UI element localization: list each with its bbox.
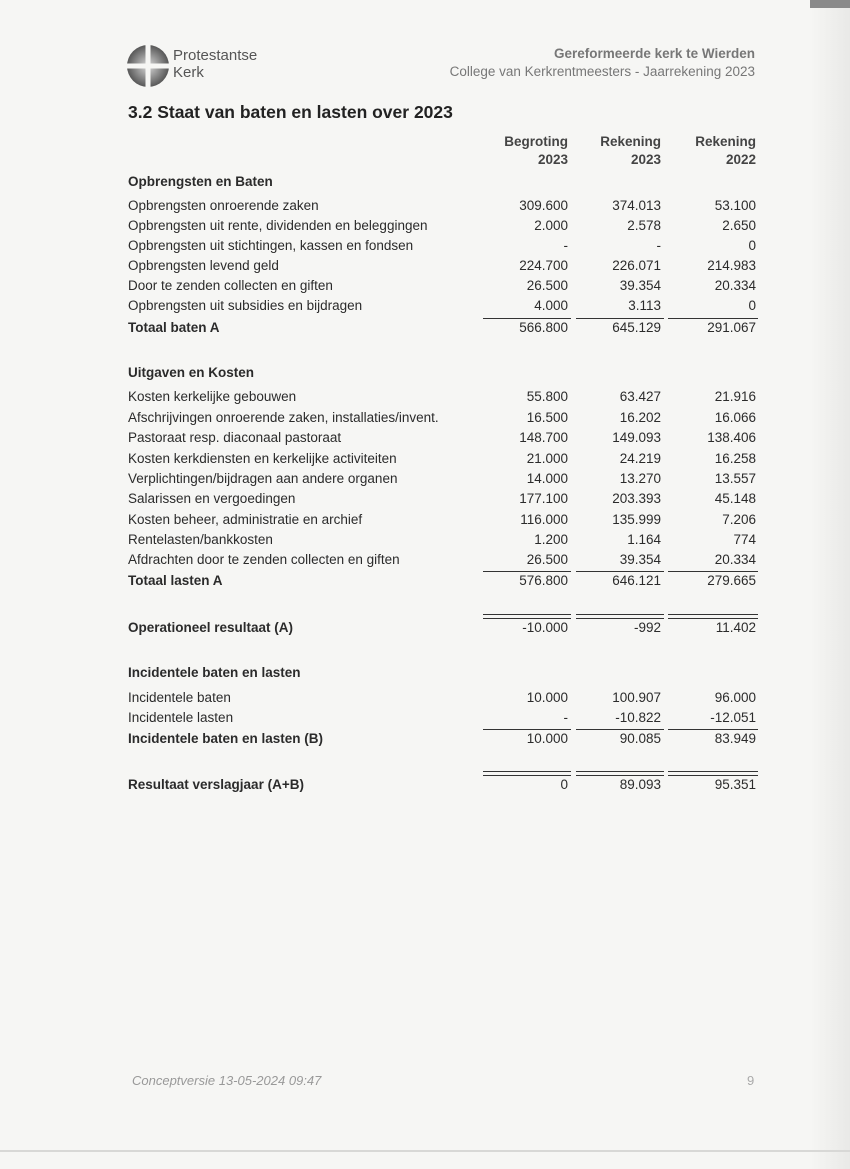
section-heading-baten: Opbrengsten en Baten xyxy=(128,174,273,189)
table-row: Incidentele lasten - -10.822 -12.051 xyxy=(128,710,756,725)
table-row: Opbrengsten uit subsidies en bijdragen 4.000 3.113 0 xyxy=(128,298,756,313)
logo-line-2: Kerk xyxy=(173,64,204,81)
resultaat-verslagjaar-row: Resultaat verslagjaar (A+B) 0 89.093 95.351 xyxy=(128,777,756,792)
document-subtitle: College van Kerkrentmeesters - Jaarrekening 2023 xyxy=(449,64,755,79)
logo-text xyxy=(173,47,257,81)
column-header-begroting-2023: Begroting 2023 xyxy=(504,134,568,167)
page-title: 3.2 Staat van baten en lasten over 2023 xyxy=(128,102,453,122)
operationeel-resultaat-row: Operationeel resultaat (A) -10.000 -992 11.402 xyxy=(128,620,756,635)
table-row: Rentelasten/bankkosten 1.200 1.164 774 xyxy=(128,532,756,547)
table-row: Opbrengsten uit rente, dividenden en beleggingen 2.000 2.578 2.650 xyxy=(128,218,756,233)
page-number: 9 xyxy=(747,1073,755,1088)
table-row: Door te zenden collecten en giften 26.500 39.354 20.334 xyxy=(128,278,756,293)
organization-name: Gereformeerde kerk te Wierden xyxy=(554,46,755,61)
table-row: Incidentele baten 10.000 100.907 96.000 xyxy=(128,690,756,705)
table-row: Afschrijvingen onroerende zaken, installaties/invent. 16.500 16.202 16.066 xyxy=(128,410,756,425)
table-row: Kosten kerkelijke gebouwen 55.800 63.427 21.916 xyxy=(128,389,756,404)
concept-version-footer: Conceptversie 13-05-2024 09:47 xyxy=(132,1073,322,1088)
document-header xyxy=(450,45,755,81)
total-row-incidenteel: Incidentele baten en lasten (B) 10.000 90.085 83.949 xyxy=(128,731,756,746)
table-row: Opbrengsten onroerende zaken 309.600 374.013 53.100 xyxy=(128,198,756,213)
column-header-rekening-2023: Rekening 2023 xyxy=(600,134,661,167)
table-row: Afdrachten door te zenden collecten en giften 26.500 39.354 20.334 xyxy=(128,552,756,567)
total-row-lasten: Totaal lasten A 576.800 646.121 279.665 xyxy=(128,573,756,588)
page-edge xyxy=(810,0,850,1169)
page-bottom-edge xyxy=(0,1150,850,1152)
table-row: Salarissen en vergoedingen 177.100 203.393 45.148 xyxy=(128,491,756,506)
protestantse-kerk-logo-icon xyxy=(126,44,170,88)
table-row: Kosten beheer, administratie en archief 116.000 135.999 7.206 xyxy=(128,512,756,527)
section-heading-lasten: Uitgaven en Kosten xyxy=(128,365,255,380)
table-row: Opbrengsten levend geld 224.700 226.071 214.983 xyxy=(128,258,756,273)
column-header-rekening-2022: Rekening 2022 xyxy=(695,134,756,167)
section-heading-incidenteel: Incidentele baten en lasten xyxy=(128,665,301,680)
total-row-baten: Totaal baten A 566.800 645.129 291.067 xyxy=(128,320,756,335)
logo-line-1: Protestantse xyxy=(173,47,258,64)
table-row: Opbrengsten uit stichtingen, kassen en fondsen - - 0 xyxy=(128,238,756,253)
table-row: Pastoraat resp. diaconaal pastoraat 148.700 149.093 138.406 xyxy=(128,430,756,445)
scan-corner xyxy=(810,0,850,8)
table-row: Kosten kerkdiensten en kerkelijke activiteiten 21.000 24.219 16.258 xyxy=(128,451,756,466)
table-row: Verplichtingen/bijdragen aan andere organen 14.000 13.270 13.557 xyxy=(128,471,756,486)
